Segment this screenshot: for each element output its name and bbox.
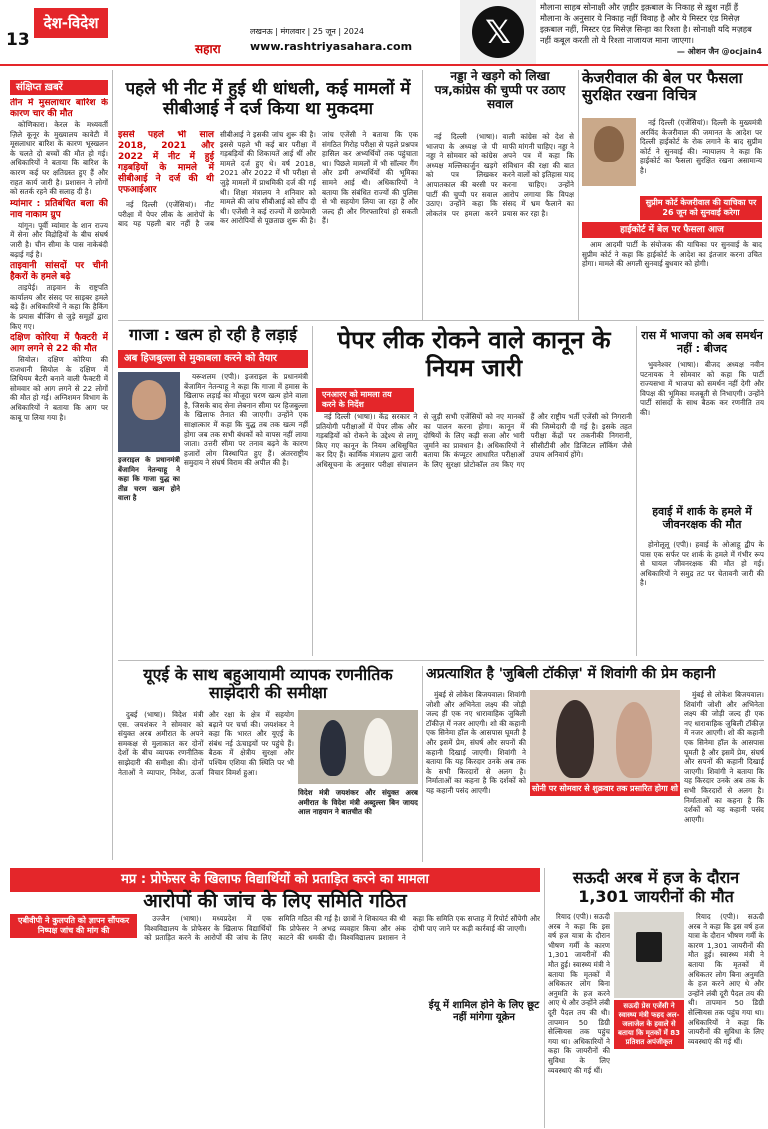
hajj-caption: सऊदी प्रेस एजेंसी ने स्वास्थ्य मंत्री फहद अल-जलाजेल के हवाले से बताया कि मृतकों में 83 प्रतिशत अपंजीकृत (614, 1000, 684, 1049)
brief-headline: दक्षिण कोरिया में फैक्टरी में आग लगने से 22 की मौत (10, 333, 108, 355)
netanyahu-photo (118, 372, 180, 452)
tweet-author: — ओशन जैन @ocjain4 (676, 47, 762, 56)
bjd-headline: रास में भाजपा को अब समर्थन नहीं : बीजद (641, 329, 763, 355)
column-rule (422, 70, 423, 320)
website-url: www.rashtriyasahara.com (250, 40, 413, 53)
lead-headline: पहले भी नीट में हुई थी धांधली, कई मामलों में सीबीआई ने दर्ज किया था मुकदमा (125, 79, 411, 119)
tweet-box (540, 2, 762, 57)
bjd-body (640, 360, 764, 500)
brief-text: सियोल। दक्षिण कोरिया की राजधानी सियोल के दक्षिण में लिथियम बैटरी बनाने वाली फैक्टरी में सोमवार को आग लगने से 22 लोगों की मौत हो गई। अग्निशमन विभाग के अधिकारियों ने बताया कि आग पर काबू पा लिया गया है। (10, 355, 108, 422)
shivangi-body-left (426, 690, 526, 860)
shark-text: होनोलूलू (एपी)। हवाई के ओआहू द्वीप के पास एक सर्फर पर शार्क के हमले में गंभीर रूप से घायल जीवनरक्षक की मौत हो गई। अधिकारियों ने समुद्र तट पर चेतावनी जारी की है। (640, 540, 764, 588)
page-number: 13 (6, 30, 30, 50)
shark-body (640, 540, 764, 656)
professor-box: एबीवीपी ने कुलपति को ज्ञापन सौंपकर निष्पक्ष जांच की मांग की (10, 914, 137, 938)
lead-text: नई दिल्ली (एजेंसियां)। नीट परीक्षा में पेपर लीक के आरोपों के बाद यह पहली बार नहीं है जब सीबीआई ने इसकी जांच शुरू की है। इससे पहले भी कई बार परीक्षा में गड़बड़ियों की शिकायतें आई थीं और मामले दर्ज हुए थे। वर्ष 2018, 2021 और 2022 में भी परीक्षा से जुड़े मामलों में प्राथमिकी दर्ज की गई थी। शिक्षा मंत्रालय ने शनिवार को मामले की जांच सीबीआई को सौंप दी थी। एजेंसी ने कई राज्यों में छापेमारी कर आरोपियों से पूछताछ शुरू की है। जांच एजेंसी ने बताया कि एक संगठित गिरोह परीक्षा से पहले प्रश्नपत्र हासिल कर अभ्यर्थियों तक पहुंचाता था। पिछले मामलों में भी सॉल्वर गैंग और डमी अभ्यर्थियों की भूमिका सामने आई थी। अधिकारियों ने बताया कि संबंधित राज्यों की पुलिस से भी सहयोग लिया जा रहा है और जल्द ही और गिरफ्तारियां हो सकती हैं। (118, 130, 418, 229)
kejriwal-headline: केजरीवाल की बेल पर फैसला सुरक्षित रखना विचित्र (582, 69, 743, 105)
brief-headline: म्यांमार : प्रतिबंधित बला की नाव नाकाम ग्रुप (10, 198, 108, 220)
lead-pull-quote: इससे पहले भी साल 2018, 2021 और 2022 में नीट में हुई गड़बड़ियों के मामले में सीबीआई ने दर्ज की थी एफआईआर (118, 130, 214, 195)
uae-photo (298, 710, 418, 784)
paper-leak-headline: पेपर लीक रोकने वाले कानून के नियम जारी (337, 326, 611, 382)
brief-item (10, 98, 108, 197)
professor-headline: मप्र : प्रोफेसर के खिलाफ विद्यार्थियों को प्रताड़ित करने का मामला (10, 868, 540, 892)
brief-headline: तीन में मुसलाधार बारिश के कारण चार की मौत (10, 98, 108, 119)
column-rule (578, 70, 579, 320)
hajj-body-right (688, 912, 764, 1126)
shark-headline: हवाई में शार्क के हमले में जीवनरक्षक की मौत (652, 505, 752, 531)
brief-text: यांगून। पूर्वी म्यांमार के शान राज्य में सेना और विद्रोहियों के बीच संघर्ष जारी है। चीन सीमा के पास नाकेबंदी बढ़ाई गई है। (10, 220, 108, 259)
kejriwal-sub-body (582, 240, 762, 320)
shivangi-text: मुंबई से लोकेश बिजयवाल। शिवांगी जोशी और अभिनेता लक्ष्य की जोड़ी जल्द ही एक नए धारावाहिक जुबिली टॉकीज़ में नजर आएगी। शो की कहानी एक सिनेमा हॉल के आसपास घूमती है और इसमें प्रेम, संघर्ष और सपनों की कहानी दिखाई जाएगी। शिवांगी ने बताया कि यह किरदार उनके अब तक के सभी किरदारों से अलग है। निर्माताओं का कहना है कि दर्शकों को यह कहानी पसंद आएगी। (426, 690, 526, 795)
brief-item (10, 333, 108, 422)
kejriwal-body (640, 118, 762, 196)
brief-text: ताइपेई। ताइवान के राष्ट्रपति कार्यालय और संसद पर साइबर हमले बढ़े हैं। अधिकारियों ने कहा कि हैकिंग के प्रयास बीजिंग से जुड़े समूहों द्वारा किए गए। (10, 283, 108, 331)
kejriwal-photo (582, 118, 636, 186)
gaza-text: यरूशलम (एपी)। इजराइल के प्रधानमंत्री बेंजामिन नेतन्याहू ने कहा कि गाजा में हमास के खिलाफ लड़ाई का मौजूदा चरण खत्म होने वाला है, जिसके बाद सेना लेबनान सीमा पर हिजबुल्ला के खिलाफ तैनात की जाएगी। उन्होंने एक साक्षात्कार में कहा कि युद्ध तब तक खत्म नहीं होगा जब तक सभी बंधकों को वापस नहीं लाया जाता। उत्तरी सीमा पर तनाव बढ़ने के कारण हजारों लोग विस्थापित हुए हैं। अंतरराष्ट्रीय समुदाय ने संघर्ष विराम की अपील की है। (184, 372, 308, 468)
column-rule (544, 868, 545, 1128)
masthead (0, 0, 768, 64)
shivangi-body-right (684, 690, 764, 860)
congress-text: नई दिल्ली (भाषा)। भाजपा के अध्यक्ष जे पी नड्डा ने सोमवार को कांग्रेस अध्यक्ष मल्लिकार्जुन खड़गे को पत्र लिखकर आपातकाल की बरसी पर पार्टी की चुप्पी पर सवाल उठाए। उन्होंने कहा कि लोकतंत्र पर हमला करने वाली कांग्रेस को देश से माफी मांगनी चाहिए। नड्डा ने अपने पत्र में कहा कि संविधान की रक्षा की बात करने वालों को इतिहास याद करना चाहिए। उन्होंने आरोप लगाया कि विपक्ष संसद में भ्रम फैलाने का प्रयास कर रहा है। (426, 132, 574, 218)
kejriwal-text: नई दिल्ली (एजेंसियां)। दिल्ली के मुख्यमंत्री अरविंद केजरीवाल की जमानत के आदेश पर दिल्ली हाईकोर्ट के रोक लगाने के बाद सुप्रीम कोर्ट ने सुनवाई की। न्यायालय ने कहा कि हाईकोर्ट का फैसला सुरक्षित रखना असामान्य है। (640, 118, 762, 175)
gaza-caption (118, 456, 180, 516)
briefs-column (10, 98, 108, 858)
ukraine-headline: ईयू में शामिल होने के लिए छूट नहीं मांगेगा यूक्रेन (428, 1000, 540, 1023)
professor-subhead: आरोपों की जांच के लिए समिति गठित (143, 890, 407, 912)
shivangi-photo (530, 690, 680, 782)
shivangi-text-cont: मुंबई से लोकेश बिजयवाल। शिवांगी जोशी और अभिनेता लक्ष्य की जोड़ी जल्द ही एक नए धारावाहिक जुबिली टॉकीज़ में नजर आएगी। शो की कहानी एक सिनेमा हॉल के आसपास घूमती है और इसमें प्रेम, संघर्ष और सपनों की कहानी दिखाई जाएगी। शिवांगी ने बताया कि यह किरदार उनके अब तक के सभी किरदारों से अलग है। निर्माताओं का कहना है कि दर्शकों को यह कहानी पसंद आएगी। (684, 690, 764, 824)
paper-leak-tag: एनआरए को मामला तय करने के निर्देश (316, 388, 414, 412)
gaza-body (184, 372, 308, 650)
x-icon: 𝕏 (472, 6, 524, 58)
column-rule (422, 666, 423, 862)
uae-body (118, 710, 294, 860)
hajj-text: रियाद (एपी)। सऊदी अरब ने कहा कि इस वर्ष हज यात्रा के दौरान भीषण गर्मी के कारण 1,301 जायरीनों की मौत हुई। स्वास्थ्य मंत्री ने बताया कि मृतकों में अधिकतर लोग बिना अनुमति के हज करने आए थे और उन्होंने लंबी दूरी पैदल तय की थी। तापमान 50 डिग्री सेल्सियस तक पहुंच गया था। अधिकारियों ने कहा कि जायरीनों की सुविधा के लिए व्यवस्थाएं की गई थीं। (548, 912, 610, 1075)
professor-text: उज्जैन (भाषा)। मध्यप्रदेश में एक विश्वविद्यालय के प्रोफेसर के खिलाफ विद्यार्थियों को प्रताड़ित करने के आरोपों की जांच के लिए समिति गठित की गई है। छात्रों ने शिकायत की थी कि प्रोफेसर ने अभद्र व्यवहार किया और अंक काटने की धमकी दी। विश्वविद्यालय प्रशासन ने कहा कि समिति एक सप्ताह में रिपोर्ट सौंपेगी और दोषी पाए जाने पर कड़ी कार्रवाई की जाएगी। (144, 914, 540, 943)
brief-item (10, 199, 108, 259)
congress-headline: नड्डा ने खड़गे को लिखा पत्र,कांग्रेस की चुप्पी पर उठाए सवाल (434, 69, 566, 111)
gaza-subhead: अब हिजबुल्ला से मुकाबला करने को तैयार (118, 350, 308, 368)
tweet-text: मौलाना साहब सोनाक्षी और ज़हीर इक़बाल के निकाह से ख़ुश नहीं हैं मौलाना के अनुसार ये निकाह नहीं विवाह है और ये मिस्टर एंड मिसेज़ इक़बाल नहीं, मिस्टर एंड मिसेज़ सिन्हा का रिश्ता है। सोनाक्षी यदि मज़हब नहीं कबूल करती तो ये रिश्ता नाजायज माना जाएगा। (540, 2, 752, 45)
kejriwal-subhead: हाईकोर्ट में बेल पर फैसला आज (582, 222, 762, 238)
paper-logo: सहारा (195, 42, 221, 56)
section-title: देश-विदेश (34, 8, 108, 38)
kejriwal-box: सुप्रीम कोर्ट केजरीवाल की याचिका पर 26 जून को सुनवाई करेगा (640, 196, 762, 220)
gaza-caption-text: इजराइल के प्रधानमंत्री बेंजामिन नेतन्याहू ने कहा कि गाजा युद्ध का तीव्र चरण खत्म होने वाला है (118, 456, 180, 503)
brief-text: कोणिकारा। केरल के मध्यवर्ती ज़िले कूनूर के मुख्यालय कावेटी में मूसलाधार बारिश के कारण भूस्खलन के चलते दो बच्चों की मौत हो गई। अधिकारियों ने बताया कि बारिश के कारण कई घर क्षतिग्रस्त हुए हैं और राहत कार्य जारी है। प्रशासन ने लोगों को सतर्क रहने की सलाह दी है। (10, 120, 108, 197)
uae-headline: यूएई के साथ बहुआयामी व्यापक रणनीतिक साझेदारी की समीक्षा (143, 665, 393, 703)
brief-headline: ताइवानी सांसदों पर चीनी हैकरों के हमले बढ़े (10, 261, 108, 283)
congress-body (426, 132, 574, 322)
hajj-body-left (548, 912, 610, 1126)
shivangi-caption: सोनी पर सोमवार से शुक्रवार तक प्रसारित होगा शो (530, 782, 680, 796)
column-rule (636, 326, 637, 656)
x-logo-box (460, 0, 536, 64)
dateline: लखनऊ | मंगलवार | 25 जून | 2024 (250, 27, 364, 36)
column-rule (312, 326, 313, 656)
shivangi-headline: अप्रत्याशित है 'जुबिली टॉकीज़' में शिवांगी की प्रेम कहानी (426, 666, 716, 682)
kejriwal-sub-text: आम आदमी पार्टी के संयोजक की याचिका पर सुनवाई के बाद सुप्रीम कोर्ट ने कहा कि हाईकोर्ट के आदेश का इंतजार करना उचित होगा। मामले की अगली सुनवाई बुधवार को होगी। (582, 240, 762, 269)
uae-text: दुबई (भाषा)। विदेश मंत्री एस. जयशंकर ने सोमवार को संयुक्त अरब अमीरात के अपने समकक्ष से मुलाकात कर दोनों देशों के बीच व्यापक रणनीतिक साझेदारी की समीक्षा की। दोनों नेताओं ने व्यापार, निवेश, ऊर्जा और रक्षा के क्षेत्र में सहयोग बढ़ाने पर चर्चा की। जयशंकर ने कहा कि भारत और यूएई के संबंध नई ऊंचाइयों पर पहुंचे हैं। बैठक में क्षेत्रीय सुरक्षा और पश्चिम एशिया की स्थिति पर भी विचार विमर्श हुआ। (118, 710, 294, 777)
column-rule (112, 70, 113, 860)
section-rule (118, 660, 764, 661)
masthead-rule (0, 64, 768, 66)
uae-caption (298, 788, 418, 858)
section-rule (118, 320, 764, 321)
paper-leak-text: नई दिल्ली (भाषा)। केंद्र सरकार ने प्रतियोगी परीक्षाओं में पेपर लीक और गड़बड़ियों को रोकने के उद्देश्य से लागू किए गए कानून के नियम अधिसूचित कर दिए हैं। कार्मिक मंत्रालय द्वारा जारी अधिसूचना के अनुसार परीक्षा संचालन से जुड़ी सभी एजेंसियों को नए मानकों का पालन करना होगा। कानून में दोषियों के लिए कड़ी सजा और भारी जुर्माने का प्रावधान है। अधिकारियों ने बताया कि कंप्यूटर आधारित परीक्षाओं के लिए सुरक्षा प्रोटोकॉल तय किए गए हैं और राष्ट्रीय भर्ती एजेंसी को निगरानी की जिम्मेदारी दी गई है। इसके तहत परीक्षा केंद्रों पर तकनीकी निगरानी, सीसीटीवी और डिजिटल लॉकिंग जैसे उपाय अनिवार्य होंगे। (316, 412, 632, 469)
hajj-text-cont: रियाद (एपी)। सऊदी अरब ने कहा कि इस वर्ष हज यात्रा के दौरान भीषण गर्मी के कारण 1,301 जायरीनों की मौत हुई। स्वास्थ्य मंत्री ने बताया कि मृतकों में अधिकतर लोग बिना अनुमति के हज करने आए थे और उन्होंने लंबी दूरी पैदल तय की थी। तापमान 50 डिग्री सेल्सियस तक पहुंच गया था। अधिकारियों ने कहा कि जायरीनों की सुविधा के लिए व्यवस्थाएं की गई थीं। (688, 912, 764, 1046)
hajj-photo (614, 912, 684, 998)
gaza-headline: गाजा : खत्म हो रही है लड़ाई (129, 325, 297, 344)
lead-body (118, 130, 418, 300)
paper-leak-body (316, 412, 632, 656)
bjd-text: भुवनेश्वर (भाषा)। बीजद अध्यक्ष नवीन पटनायक ने सोमवार को कहा कि पार्टी राज्यसभा में भाजपा को समर्थन नहीं देगी और विपक्ष की भूमिका मजबूती से निभाएगी। उन्होंने पार्टी सांसदों के साथ बैठक कर रणनीति तय की। (640, 360, 764, 417)
uae-caption-text: विदेश मंत्री जयशंकर और संयुक्त अरब अमीरात के विदेश मंत्री अब्दुल्ला बिन जायद आल नाहयान ने बातचीत की (298, 788, 418, 817)
briefs-header: संक्षिप्त ख़बरें (10, 80, 108, 95)
brief-item (10, 261, 108, 331)
hajj-headline: सऊदी अरब में हज के दौरान 1,301 जायरीनों की मौत (572, 868, 740, 906)
